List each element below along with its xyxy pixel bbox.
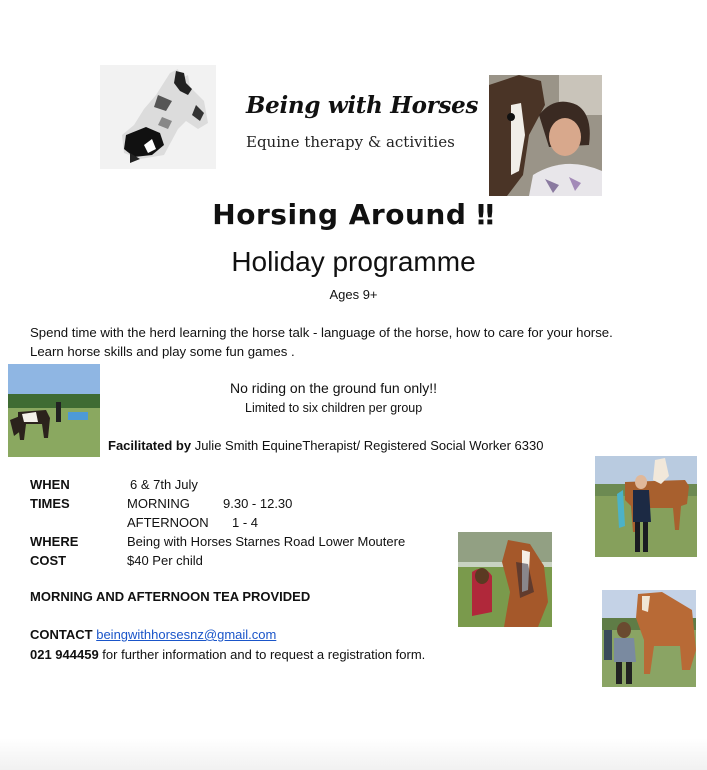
cost-value: $40 Per child (127, 553, 203, 568)
page-subtitle: Holiday programme (231, 246, 476, 277)
page-title: Horsing Around ‼ (212, 198, 495, 231)
facilitated-label: Facilitated by (108, 438, 192, 453)
facilitated-line (108, 438, 543, 453)
girl-leading-horse-photo (595, 456, 697, 557)
contact-label: CONTACT (30, 627, 93, 642)
horse-head-logo (100, 65, 216, 169)
children-with-horse-photo (602, 590, 696, 687)
where-value: Being with Horses Starnes Road Lower Moutere (127, 534, 406, 549)
brand-name: Being with Horses (246, 92, 479, 119)
cost-label: COST (30, 553, 67, 568)
page-bottom-edge (0, 738, 707, 770)
phone-number: 021 944459 (30, 647, 99, 662)
intro-line: Spend time with the herd learning the horse talk - language of the horse, how to care for your horse. (30, 325, 613, 340)
pony-in-paddock-photo (8, 364, 100, 457)
woman-with-horse-photo (489, 75, 602, 196)
facilitated-text: Julie Smith EquineTherapist/ Registered Social Worker 6330 (191, 438, 544, 453)
limited-text: Limited to six children per group (245, 401, 423, 415)
phone-text: for further information and to request a registration form. (98, 647, 426, 662)
ages-text: Ages 9+ (329, 287, 378, 302)
child-with-chestnut-horse-photo (458, 532, 552, 627)
afternoon-label: AFTERNOON (127, 515, 209, 530)
morning-time: 9.30 - 12.30 (223, 496, 293, 511)
times-label: TIMES (30, 496, 70, 511)
where-label: WHERE (30, 534, 79, 549)
phone-line (30, 647, 425, 662)
brand-tagline: Equine therapy & activities (246, 133, 455, 151)
afternoon-time: 1 - 4 (232, 515, 259, 530)
intro-line: Learn horse skills and play some fun games . (30, 344, 295, 359)
email-link[interactable]: beingwithhorsesnz@gmail.com (96, 627, 277, 642)
contact-line (30, 627, 276, 642)
intro-paragraph (30, 323, 680, 361)
when-label: WHEN (30, 477, 70, 492)
no-riding-text: No riding on the ground fun only!! (230, 380, 438, 396)
tea-provided-text: MORNING AND AFTERNOON TEA PROVIDED (30, 589, 311, 604)
morning-label: MORNING (127, 496, 190, 511)
when-value: 6 & 7th July (130, 477, 198, 492)
